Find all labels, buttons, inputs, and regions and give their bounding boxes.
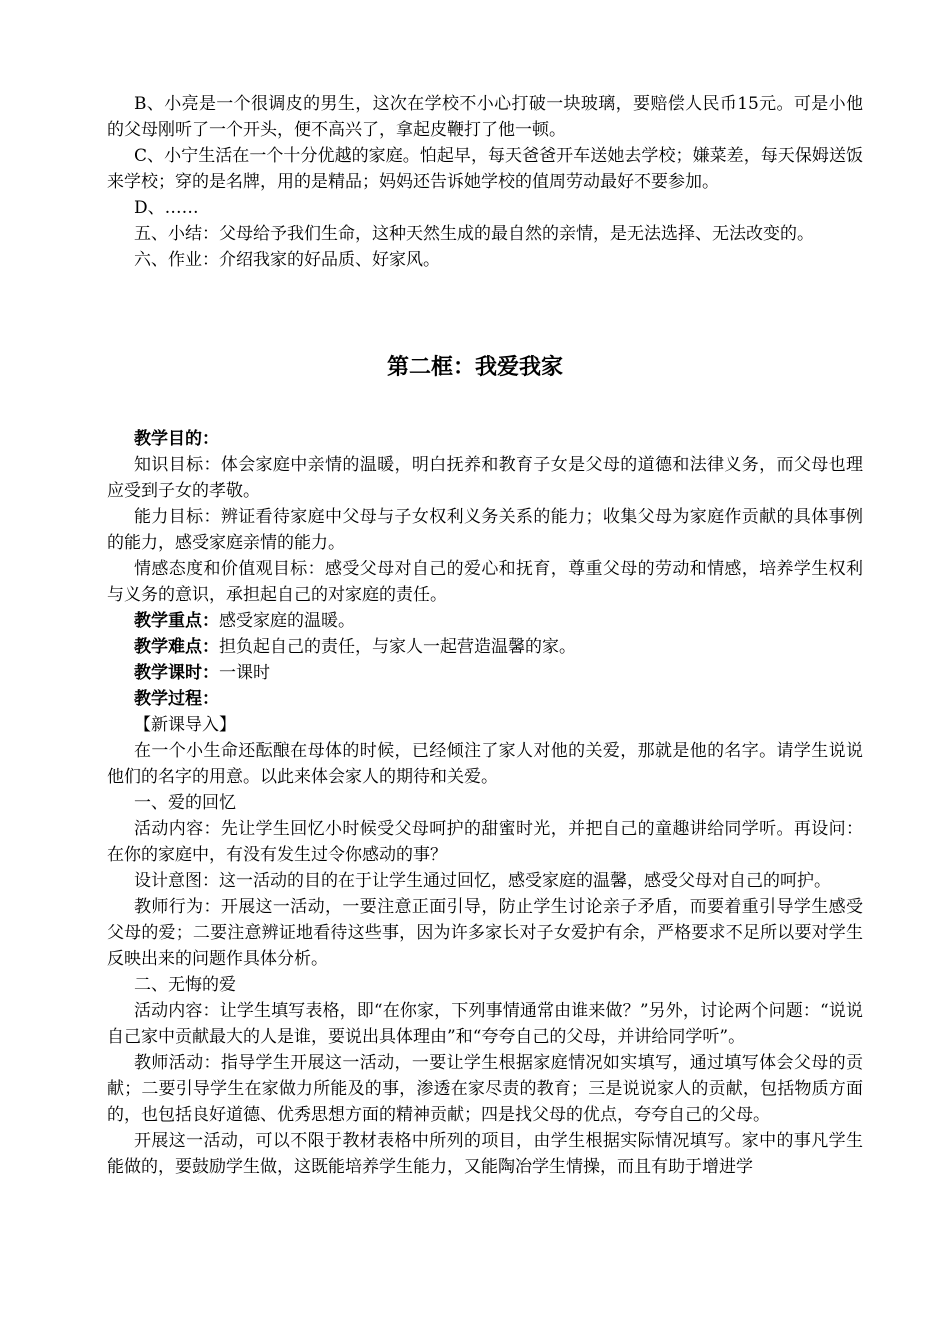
process-part2-extension: 开展这一活动，可以不限于教材表格中所列的项目，由学生根据实际情况填写。家中的事凡学生能做的，要鼓励学生做，这既能培养学生能力，又能陶冶学生情操，而且有助于增进学	[107, 1131, 863, 1177]
hours-label: 教学课时：	[134, 663, 219, 683]
process-part1-content: 活动内容：先让学生回忆小时候受父母呵护的甜蜜时光，并把自己的童趣讲给同学听。再设问：在你的家庭中，有没有发生过令你感动的事？	[107, 819, 863, 865]
difficulty-label: 教学难点：	[134, 637, 219, 657]
hours-text: 一课时	[219, 663, 270, 683]
process-part1-heading: 一、爱的回忆	[134, 793, 236, 813]
paragraph-summary: 五、小结：父母给予我们生命，这种天然生成的最自然的亲情，是无法选择、无法改变的。	[134, 224, 814, 244]
process-part2-teacher: 教师活动：指导学生开展这一活动，一要让学生根据家庭情况如实填写，通过填写体会父母的贡献；二要引导学生在家做力所能及的事，渗透在家尽责的教育；三是说说家人的贡献，包括物质方面的，也包括良好道德、优秀思想方面的精神贡献；四是找父母的优点，夸夸自己的父母。	[107, 1053, 863, 1125]
paragraph-case-c: C、小宁生活在一个十分优越的家庭。怕起早，每天爸爸开车送她去学校；嫌菜差，每天保姆送饭来学校；穿的是名牌，用的是精品；妈妈还告诉她学校的值周劳动最好不要参加。	[107, 146, 863, 192]
lesson-plan-body	[107, 426, 863, 1180]
process-part1-intent: 设计意图：这一活动的目的在于让学生通过回忆，感受家庭的温馨，感受父母对自己的呵护。	[134, 871, 831, 891]
difficulty-line	[107, 634, 863, 660]
process-part2-content: 活动内容：让学生填写表格，即“在你家，下列事情通常由谁来做？”另外，讨论两个问题：“说说自己家中贡献最大的人是谁，要说出具体理由”和“夸夸自己的父母，并讲给同学听”。	[107, 1001, 863, 1047]
objective-knowledge: 知识目标：体会家庭中亲情的温暖，明白抚养和教育子女是父母的道德和法律义务，而父母也理应受到子女的孝敬。	[107, 455, 863, 501]
objective-emotion: 情感态度和价值观目标：感受父母对自己的爱心和抚育，尊重父母的劳动和情感，培养学生权利与义务的意识，承担起自己的对家庭的责任。	[107, 559, 863, 605]
section-title: 第二框：我爱我家	[386, 355, 563, 380]
objective-ability: 能力目标：辨证看待家庭中父母与子女权利义务关系的能力；收集父母为家庭作贡献的具体事例的能力，感受家庭亲情的能力。	[107, 507, 863, 553]
process-intro-text: 在一个小生命还酝酿在母体的时候，已经倾注了家人对他的关爱，那就是他的名字。请学生说说他们的名字的用意。以此来体会家人的期待和关爱。	[107, 741, 863, 787]
process-intro-heading: 【新课导入】	[134, 715, 236, 735]
process-part1-teacher: 教师行为：开展这一活动，一要注意正面引导，防止学生讨论亲子矛盾，而要着重引导学生感受父母的爱；二要注意辨证地看待这些事，因为许多家长对子女爱护有余，严格要求不足所以要对学生反映出来的问题作具体分析。	[107, 897, 863, 969]
paragraph-case-b: B、小亮是一个很调皮的男生，这次在学校不小心打破一块玻璃，要赔偿人民币15元。可是小他的父母刚听了一个开头，便不高兴了，拿起皮鞭打了他一顿。	[107, 94, 863, 140]
objectives-label: 教学目的：	[134, 429, 219, 449]
key-point-line	[107, 608, 863, 634]
process-part2-heading: 二、无悔的爱	[134, 975, 236, 995]
paragraph-case-d: D、……	[134, 198, 199, 218]
key-point-label: 教学重点：	[134, 611, 219, 631]
process-label: 教学过程：	[134, 689, 219, 709]
top-section	[107, 91, 863, 273]
key-point-text: 感受家庭的温暖。	[219, 611, 355, 631]
hours-line	[107, 660, 863, 686]
paragraph-homework: 六、作业：介绍我家的好品质、好家风。	[134, 250, 440, 270]
difficulty-text: 担负起自己的责任，与家人一起营造温馨的家。	[219, 637, 576, 657]
